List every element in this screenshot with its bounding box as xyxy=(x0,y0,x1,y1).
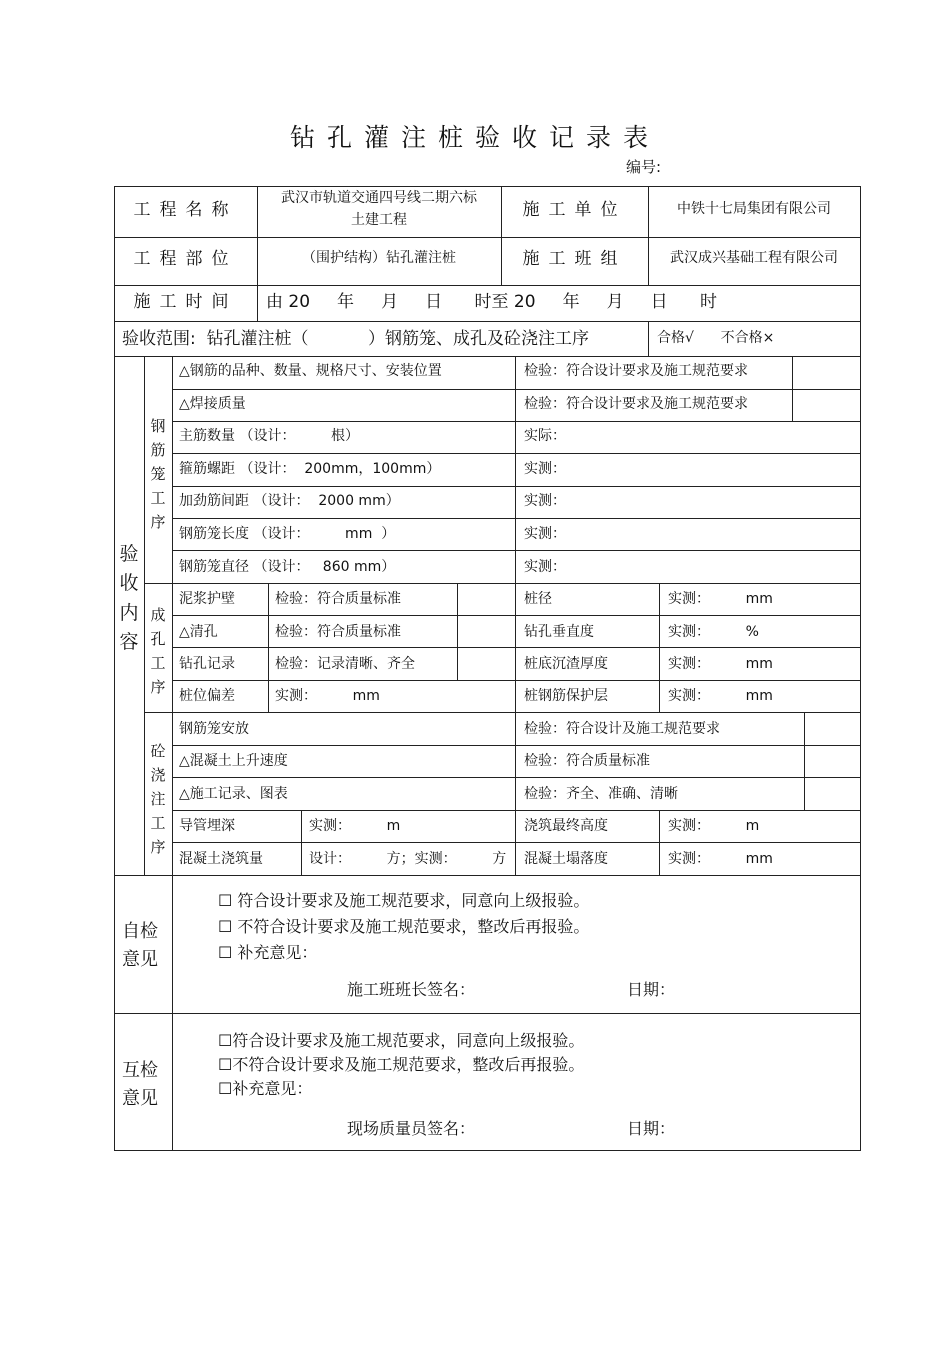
cage-item: 加劲筋间距 （设计： 2000 mm） xyxy=(179,493,400,509)
self-check-signature-label: 施工班班长签名： xyxy=(347,980,476,999)
self-check-option-supplement[interactable]: ☐ 补充意见： xyxy=(218,943,318,962)
self-check-date-label: 日期： xyxy=(627,980,676,999)
cage-process-label: 钢筋笼工序 xyxy=(150,417,166,531)
mutual-check-option-supplement[interactable]: ☐补充意见： xyxy=(218,1079,313,1098)
cage-check: 检验：符合设计要求及施工规范要求 xyxy=(524,363,748,379)
hole-item: 钻孔记录 xyxy=(179,656,235,672)
hole-check: 检验：符合质量标准 xyxy=(275,624,401,640)
cage-item: △钢筋的品种、数量、规格尺寸、安装位置 xyxy=(179,363,442,379)
contractor-label: 施工单位 xyxy=(522,200,627,220)
hole-item: 桩位偏差 xyxy=(179,688,235,704)
self-check-option-reject[interactable]: ☐ 不符合设计要求及施工规范要求，整改后再报验。 xyxy=(218,917,590,936)
pour-item: △施工记录、图表 xyxy=(179,786,288,802)
serial-number-label: 编号: xyxy=(626,158,662,176)
mutual-check-option-reject[interactable]: ☐不符合设计要求及施工规范要求，整改后再报验。 xyxy=(218,1055,585,1074)
mutual-check-option-approve[interactable]: ☐符合设计要求及施工规范要求，同意向上级报验。 xyxy=(218,1031,585,1050)
page-title: 钻孔灌注桩验收记录表 xyxy=(289,123,660,152)
pass-mark-legend: 合格√ 不合格× xyxy=(657,330,775,346)
pour-check: 检验：齐全、准确、清晰 xyxy=(524,786,678,802)
cage-check: 实测： xyxy=(524,559,566,575)
cage-item: 钢筋笼长度 （设计： mm ） xyxy=(179,526,396,542)
cage-check: 实测： xyxy=(524,526,566,542)
pour-item: △混凝土上升速度 xyxy=(179,753,288,769)
pour-item: 钢筋笼安放 xyxy=(179,721,249,737)
inspection-content-label: 验收内容 xyxy=(119,543,139,654)
contractor-value: 中铁十七局集团有限公司 xyxy=(677,201,831,217)
hole-item2: 桩钢筋保护层 xyxy=(524,688,608,704)
pour-meas-item2: 浇筑最终高度 xyxy=(524,818,608,834)
cage-item: 钢筋笼直径 （设计： 860 mm） xyxy=(179,559,396,575)
pour-meas-value: 实测： mm xyxy=(668,851,773,867)
acceptance-scope: 验收范围: 钻孔灌注桩（ ）钢筋笼、成孔及砼浇注工序 xyxy=(122,329,589,349)
project-name-label: 工程名称 xyxy=(133,200,238,220)
pour-check: 检验：符合设计及施工规范要求 xyxy=(524,721,720,737)
hole-item: △清孔 xyxy=(179,624,218,640)
hole-item: 泥浆护壁 xyxy=(179,591,235,607)
pour-meas-check: 实测： m xyxy=(309,818,401,834)
cage-item: 主筋数量 （设计： 根） xyxy=(179,428,360,444)
project-part-label: 工程部位 xyxy=(133,249,238,269)
team-label: 施工班组 xyxy=(522,249,627,269)
pour-process-label: 砼浇注工序 xyxy=(150,742,166,856)
mutual-check-date-label: 日期： xyxy=(627,1119,676,1138)
self-check-option-approve[interactable]: ☐ 符合设计要求及施工规范要求，同意向上级报验。 xyxy=(218,891,590,910)
hole-item2: 桩径 xyxy=(524,591,552,607)
mutual-check-signature-label: 现场质量员签名： xyxy=(347,1119,476,1138)
hole-check: 检验：记录清晰、齐全 xyxy=(275,656,415,672)
hole-check: 检验：符合质量标准 xyxy=(275,591,401,607)
pour-meas-item: 混凝土浇筑量 xyxy=(179,851,263,867)
cage-check: 实测： xyxy=(524,461,566,477)
cage-check: 实测： xyxy=(524,493,566,509)
hole-check: 实测： mm xyxy=(275,688,380,704)
cage-check: 检验：符合设计要求及施工规范要求 xyxy=(524,396,748,412)
hole-item2: 桩底沉渣厚度 xyxy=(524,656,608,672)
hole-measure: 实测： mm xyxy=(668,656,773,672)
self-check-label: 自检意见 xyxy=(122,921,158,970)
project-part-value: （围护结构）钻孔灌注桩 xyxy=(302,250,456,266)
hole-measure: 实测： mm xyxy=(668,591,773,607)
pour-meas-check: 设计： 方；实测： 方 xyxy=(309,851,507,867)
mutual-check-label: 互检意见 xyxy=(122,1060,158,1109)
project-name-line1: 武汉市轨道交通四号线二期六标 xyxy=(281,190,477,206)
cage-check: 实际： xyxy=(524,428,566,444)
hole-measure: 实测： % xyxy=(668,624,759,640)
pour-meas-item: 导管埋深 xyxy=(179,818,235,834)
hole-process-label: 成孔工序 xyxy=(150,606,166,696)
project-name-line2: 土建工程 xyxy=(351,212,407,228)
cage-item: 箍筋螺距 （设计： 200mm，100mm） xyxy=(179,461,441,477)
team-value: 武汉成兴基础工程有限公司 xyxy=(670,250,838,266)
hole-item2: 钻孔垂直度 xyxy=(524,624,594,640)
hole-measure: 实测： mm xyxy=(668,688,773,704)
pour-check: 检验：符合质量标准 xyxy=(524,753,650,769)
pour-meas-value: 实测： m xyxy=(668,818,760,834)
pour-meas-item2: 混凝土塌落度 xyxy=(524,851,608,867)
construction-time-value: 由 20 年 月 日 时至 20 年 月 日 时 xyxy=(266,292,718,312)
construction-time-label: 施工时间 xyxy=(133,292,238,312)
cage-item: △焊接质量 xyxy=(179,396,246,412)
